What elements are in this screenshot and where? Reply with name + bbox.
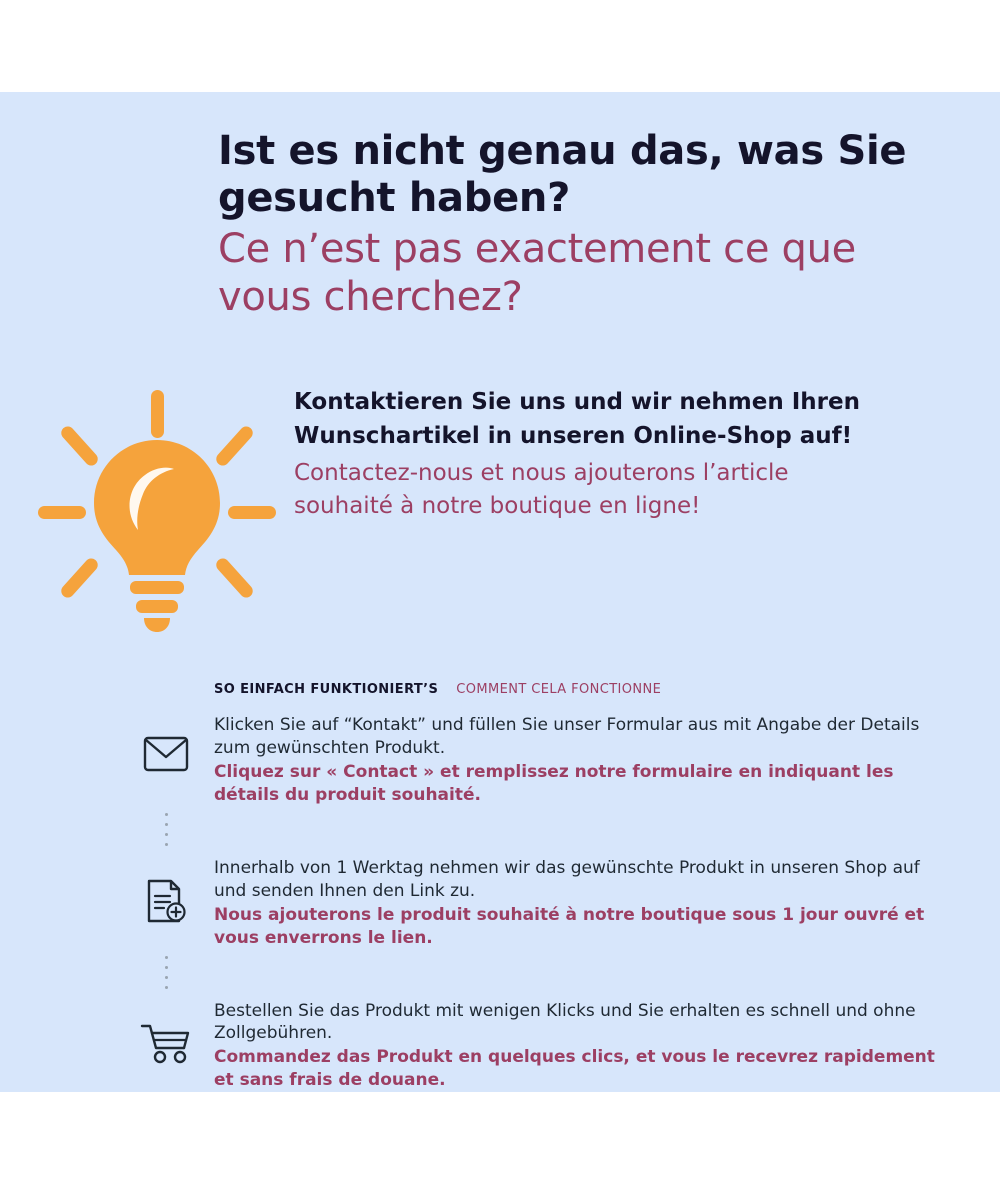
connector-dot — [165, 966, 168, 969]
step-item — [118, 853, 938, 950]
connector-dot — [165, 823, 168, 826]
step-german: Innerhalb von 1 Werktag nehmen wir das gewünschte Produkt in unseren Shop auf und senden Ihnen den Link zu. — [214, 857, 920, 901]
steps-header — [214, 682, 661, 697]
step-item — [118, 710, 938, 807]
headline-german: Ist es nicht genau das, was Sie gesucht haben? — [218, 128, 907, 222]
step-text — [214, 996, 938, 1093]
step-item — [118, 996, 938, 1093]
step-french: Commandez das Produkt en quelques clics, et vous le recevrez rapidement et sans frais de douane. — [214, 1047, 935, 1091]
shopping-cart-icon — [118, 996, 214, 1064]
headline-block — [218, 128, 918, 321]
step-connector — [118, 807, 938, 853]
connector-dot — [165, 843, 168, 846]
dotted-connector-icon — [118, 807, 214, 853]
steps-header-german: SO EINFACH FUNKTIONIERT’S — [214, 682, 439, 697]
connector-dot — [165, 976, 168, 979]
connector-dot — [165, 833, 168, 836]
dotted-connector-icon — [118, 950, 214, 996]
headline-french: Ce n’est pas exactement ce que vous cherchez? — [218, 226, 856, 320]
document-add-icon — [118, 853, 214, 923]
step-german: Bestellen Sie das Produkt mit wenigen Klicks und Sie erhalten es schnell und ohne Zollgebühren. — [214, 1000, 916, 1044]
steps-list — [118, 710, 938, 1092]
step-text — [214, 853, 938, 950]
connector-dot — [165, 956, 168, 959]
subheading-french: Contactez-nous et nous ajouterons l’article souhaité à notre boutique en ligne! — [294, 459, 789, 520]
connector-dot — [165, 813, 168, 816]
step-german: Klicken Sie auf “Kontakt” und füllen Sie unser Formular aus mit Angabe der Details zum gewünschten Produkt. — [214, 715, 920, 758]
step-french: Nous ajouterons le produit souhaité à notre boutique sous 1 jour ouvré et vous enverrons le lien. — [214, 904, 925, 948]
subheading-block — [294, 386, 894, 524]
lightbulb-icon — [32, 382, 282, 632]
connector-dot — [165, 986, 168, 989]
steps-header-french: COMMENT CELA FONCTIONNE — [456, 682, 662, 697]
step-text — [214, 710, 938, 807]
step-connector — [118, 950, 938, 996]
step-french: Cliquez sur « Contact » et remplissez notre formulaire en indiquant les détails du produit souhaité. — [214, 761, 894, 805]
subheading-german: Kontaktieren Sie uns und wir nehmen Ihren Wunschartikel in unseren Online-Shop auf! — [294, 389, 860, 449]
envelope-icon — [118, 710, 214, 772]
